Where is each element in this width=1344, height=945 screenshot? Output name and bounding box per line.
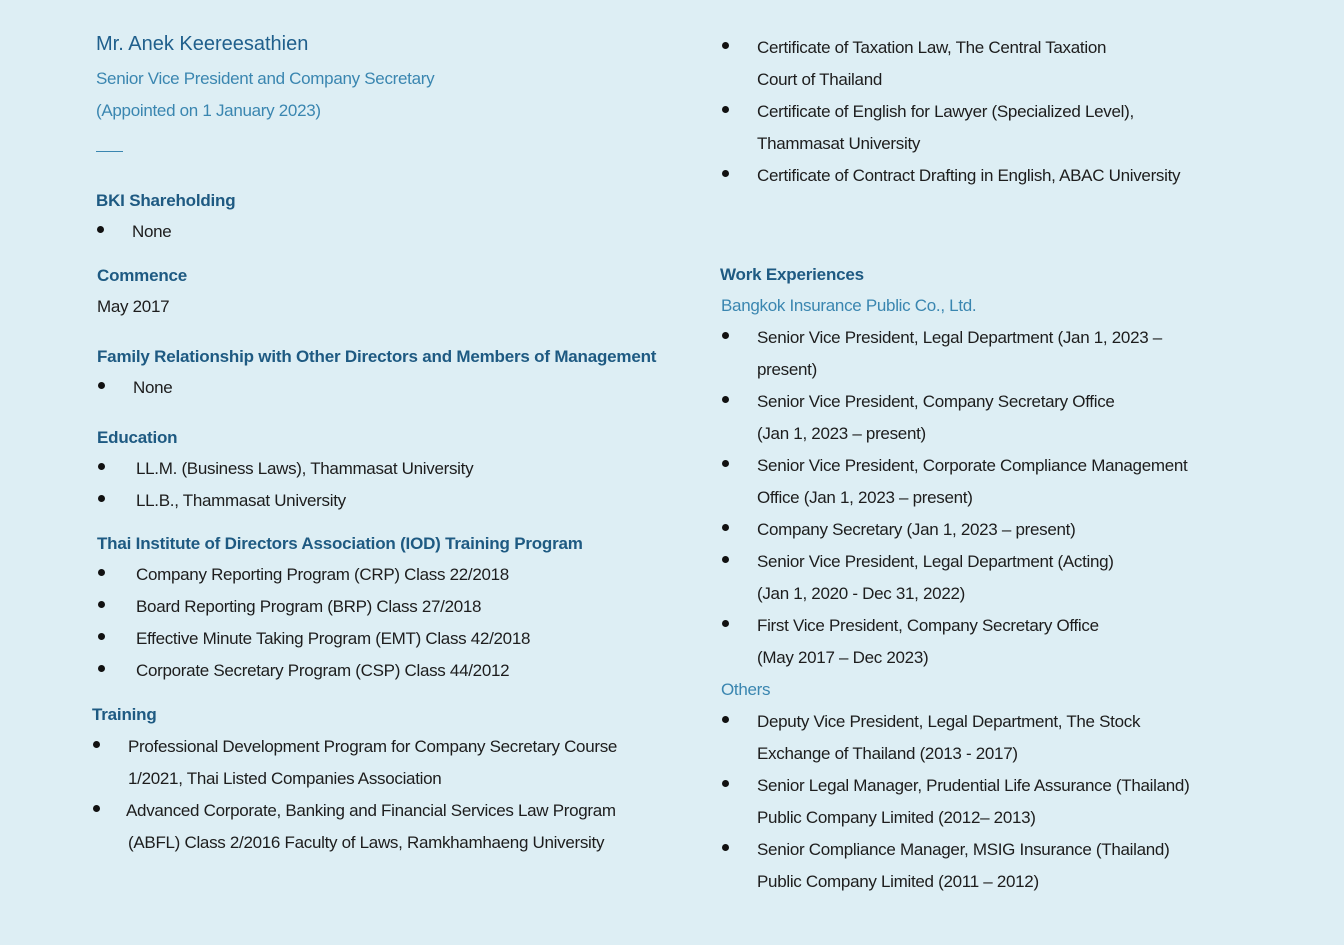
commence-value: May 2017 [97, 297, 170, 316]
shareholding-heading: BKI Shareholding [96, 191, 236, 210]
bullet-icon [722, 844, 729, 851]
education-item: LL.B., Thammasat University [136, 491, 346, 510]
bullet-icon [722, 42, 729, 49]
work-item-line2: present) [757, 360, 817, 379]
work-item-line1: Senior Vice President, Company Secretary Office [757, 392, 1115, 411]
bullet-icon [722, 170, 729, 177]
bullet-icon [722, 332, 729, 339]
certificate-line2: Thammasat University [757, 134, 921, 153]
divider [96, 151, 123, 152]
certificate-line2: Court of Thailand [757, 70, 882, 89]
person-name: Mr. Anek Keereesathien [96, 33, 309, 55]
work-item-line1: First Vice President, Company Secretary Office [757, 616, 1099, 635]
work-item-line1: Company Secretary (Jan 1, 2023 – present) [757, 520, 1076, 539]
work-heading: Work Experiences [720, 265, 864, 284]
work-company: Bangkok Insurance Public Co., Ltd. [721, 296, 977, 315]
training-item-line2: 1/2021, Thai Listed Companies Association [128, 769, 442, 788]
bullet-icon [722, 524, 729, 531]
training-item-line1: Professional Development Program for Company Secretary Course [128, 737, 618, 756]
bullet-icon [93, 805, 100, 812]
family-heading: Family Relationship with Other Directors and Members of Management [97, 347, 657, 366]
bullet-icon [98, 495, 105, 502]
training-item-line1: Advanced Corporate, Banking and Financial Services Law Program [126, 801, 616, 820]
training-item-line2: (ABFL) Class 2/2016 Faculty of Laws, Ramkhamhaeng University [128, 833, 605, 852]
others-item-line2: Exchange of Thailand (2013 - 2017) [757, 744, 1018, 763]
iod-item: Effective Minute Taking Program (EMT) Class 42/2018 [136, 629, 531, 648]
work-item-line1: Senior Vice President, Legal Department (Acting) [757, 552, 1114, 571]
bullet-icon [97, 226, 104, 233]
bullet-icon [722, 556, 729, 563]
iod-heading: Thai Institute of Directors Association (IOD) Training Program [97, 534, 583, 553]
others-item-line2: Public Company Limited (2012– 2013) [757, 808, 1036, 827]
iod-item: Company Reporting Program (CRP) Class 22/2018 [136, 565, 509, 584]
bullet-icon [98, 633, 105, 640]
bullet-icon [98, 665, 105, 672]
person-position: Senior Vice President and Company Secretary [96, 69, 435, 88]
certificate-line1: Certificate of English for Lawyer (Specialized Level), [757, 102, 1134, 121]
iod-item: Board Reporting Program (BRP) Class 27/2018 [136, 597, 482, 616]
others-item-line1: Senior Legal Manager, Prudential Life Assurance (Thailand) [757, 776, 1190, 795]
work-item-line2: (Jan 1, 2023 – present) [757, 424, 926, 443]
bullet-icon [98, 601, 105, 608]
work-item-line2: Office (Jan 1, 2023 – present) [757, 488, 973, 507]
shareholding-value: None [132, 222, 172, 241]
bullet-icon [722, 620, 729, 627]
bullet-icon [722, 716, 729, 723]
others-item-line2: Public Company Limited (2011 – 2012) [757, 872, 1039, 891]
iod-item: Corporate Secretary Program (CSP) Class 44/2012 [136, 661, 510, 680]
work-item-line1: Senior Vice President, Legal Department (Jan 1, 2023 – [757, 328, 1162, 347]
education-item: LL.M. (Business Laws), Thammasat University [136, 459, 474, 478]
bullet-icon [722, 396, 729, 403]
bullet-icon [722, 106, 729, 113]
others-heading: Others [721, 680, 771, 699]
work-item-line1: Senior Vice President, Corporate Compliance Management [757, 456, 1188, 475]
family-value: None [133, 378, 173, 397]
appointment-date: (Appointed on 1 January 2023) [96, 101, 321, 120]
bullet-icon [722, 460, 729, 467]
certificate-line1: Certificate of Taxation Law, The Central Taxation [757, 38, 1107, 57]
bullet-icon [93, 741, 100, 748]
work-item-line2: (May 2017 – Dec 2023) [757, 648, 929, 667]
others-item-line1: Senior Compliance Manager, MSIG Insurance (Thailand) [757, 840, 1170, 859]
certificate-line1: Certificate of Contract Drafting in English, ABAC University [757, 166, 1181, 185]
work-item-line2: (Jan 1, 2020 - Dec 31, 2022) [757, 584, 966, 603]
training-heading: Training [92, 705, 157, 724]
bullet-icon [98, 569, 105, 576]
bullet-icon [98, 382, 105, 389]
commence-heading: Commence [97, 266, 188, 285]
others-item-line1: Deputy Vice President, Legal Department, The Stock [757, 712, 1141, 731]
education-heading: Education [97, 428, 178, 447]
bullet-icon [722, 780, 729, 787]
bullet-icon [98, 463, 105, 470]
